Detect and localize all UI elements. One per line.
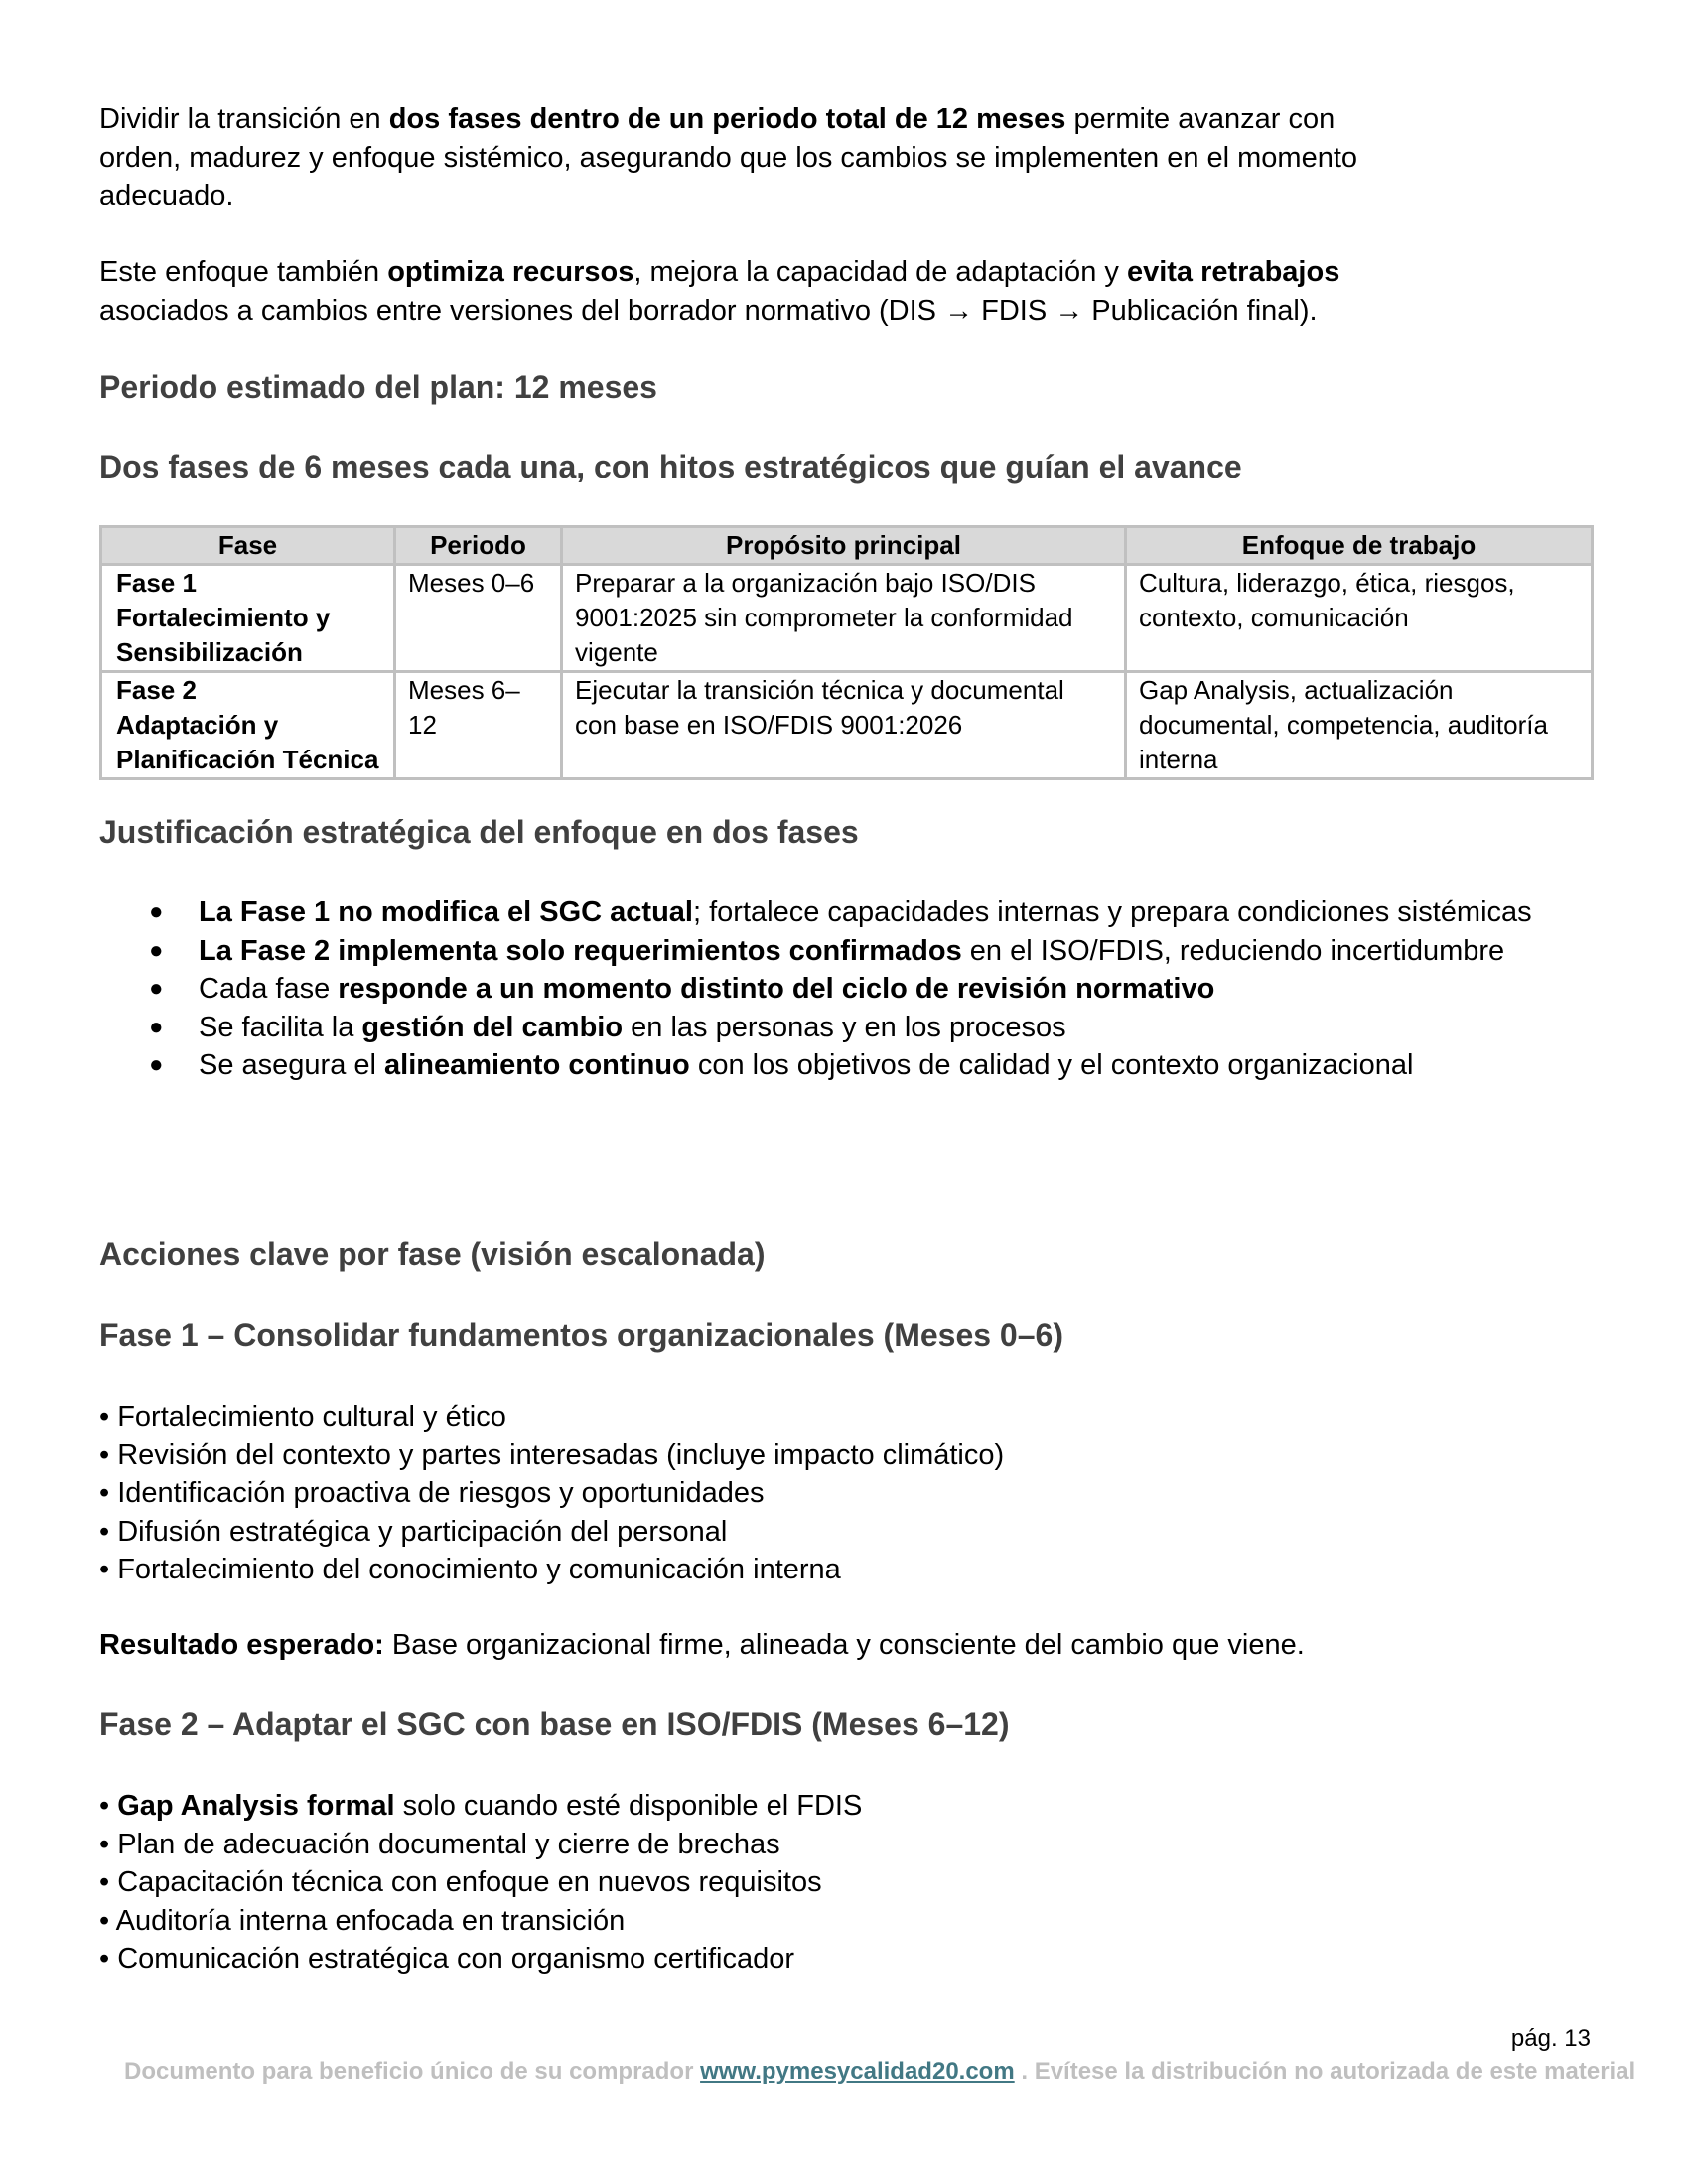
heading-phase1: Fase 1 – Consolidar fundamentos organizacionales (Meses 0–6) bbox=[99, 1317, 1063, 1353]
table-header-row bbox=[101, 527, 1593, 565]
heading-phase2: Fase 2 – Adaptar el SGC con base en ISO/FDIS (Meses 6–12) bbox=[99, 1706, 1010, 1742]
list-item: • Difusión estratégica y participación del personal bbox=[99, 1515, 728, 1548]
bullet-icon: ● bbox=[149, 1051, 164, 1078]
phase2-list-wrapper bbox=[99, 1787, 862, 1979]
text: Se asegura el bbox=[199, 1049, 385, 1081]
table-row bbox=[101, 565, 1593, 672]
text: solo cuando esté disponible el FDIS bbox=[394, 1790, 863, 1822]
text: Se facilita la bbox=[199, 1011, 362, 1043]
footer-note bbox=[124, 2058, 1635, 2086]
bullet-icon: ● bbox=[149, 1013, 164, 1040]
bold-text: optimiza recursos bbox=[387, 256, 634, 288]
cell-periodo: Meses 6–12 bbox=[395, 672, 562, 779]
bullet-icon: ● bbox=[149, 898, 164, 925]
bullet-icon: • bbox=[99, 1904, 116, 1937]
cell-enfoque: Gap Analysis, actualización documental, competencia, auditoría interna bbox=[1126, 672, 1593, 779]
cell-fase bbox=[101, 565, 395, 672]
list-item: • Fortalecimiento del conocimiento y comunicación interna bbox=[99, 1554, 841, 1585]
list-item bbox=[99, 970, 1591, 1009]
bold-text: dos fases dentro de un periodo total de 12 meses bbox=[388, 103, 1066, 135]
page-number: pág. 13 bbox=[1510, 2025, 1591, 2052]
expected-result-label: Resultado esperado: bbox=[99, 1629, 384, 1661]
heading-period: Periodo estimado del plan: 12 meses bbox=[99, 369, 657, 405]
cell-fase bbox=[101, 672, 395, 779]
list-item bbox=[99, 1863, 862, 1902]
expected-result-text: Base organizacional firme, alineada y consciente del cambio que viene. bbox=[383, 1629, 1305, 1661]
bold-text: evita retrabajos bbox=[1126, 256, 1340, 288]
cell-periodo: Meses 0–6 bbox=[395, 565, 562, 672]
bold-text: responde a un momento distinto del ciclo de revisión normativo bbox=[338, 973, 1215, 1005]
text: Cada fase bbox=[199, 973, 339, 1005]
footer-link[interactable]: www.pymesycalidad20.com bbox=[700, 2058, 1015, 2085]
text: Comunicación estratégica con organismo certificador bbox=[117, 1943, 795, 1975]
bullet-icon: • bbox=[99, 1828, 118, 1860]
list-item bbox=[99, 932, 1591, 971]
text: ; fortalece capacidades internas y prepara condiciones sistémicas bbox=[692, 896, 1532, 928]
list-item bbox=[99, 893, 1591, 932]
heading-two-phases: Dos fases de 6 meses cada una, con hitos estratégicos que guían el avance bbox=[99, 449, 1242, 484]
text: en las personas y en los procesos bbox=[623, 1011, 1066, 1043]
phases-table-wrapper bbox=[99, 525, 1594, 780]
heading-key-actions: Acciones clave por fase (visión escalonada) bbox=[99, 1236, 766, 1272]
intro-paragraph-1 bbox=[99, 100, 1357, 215]
justification-list-wrapper bbox=[99, 893, 1591, 1085]
phase1-list-wrapper bbox=[99, 1398, 1004, 1589]
cell-proposito: Ejecutar la transición técnica y documental con base en ISO/FDIS 9001:2026 bbox=[562, 672, 1126, 779]
bold-text: alineamiento continuo bbox=[384, 1049, 690, 1081]
text: Adaptación y bbox=[116, 710, 279, 740]
text: Plan de adecuación documental y cierre de brechas bbox=[117, 1828, 780, 1860]
bullet-icon: • bbox=[99, 1943, 118, 1975]
table-row bbox=[101, 672, 1593, 779]
text: Fase 1 bbox=[116, 568, 197, 598]
text: adecuado. bbox=[99, 180, 234, 211]
intro-paragraph-2 bbox=[99, 253, 1339, 330]
text: Este enfoque también bbox=[99, 256, 388, 288]
col-header-proposito: Propósito principal bbox=[562, 527, 1126, 565]
phase1-list bbox=[99, 1398, 1004, 1589]
text: Sensibilización bbox=[116, 637, 303, 667]
list-item bbox=[99, 1046, 1591, 1085]
text: orden, madurez y enfoque sistémico, asegurando que los cambios se implementen en el momento bbox=[99, 141, 1358, 174]
text: Fortalecimiento y bbox=[116, 603, 331, 632]
bullet-icon: ● bbox=[149, 936, 164, 964]
text: Capacitación técnica con enfoque en nuevos requisitos bbox=[117, 1866, 822, 1898]
list-item bbox=[99, 1826, 862, 1864]
phase2-list bbox=[99, 1787, 862, 1979]
cell-proposito: Preparar a la organización bajo ISO/DIS 9001:2025 sin comprometer la conformidad vigente bbox=[562, 565, 1126, 672]
heading-justification: Justificación estratégica del enfoque en dos fases bbox=[99, 814, 859, 850]
bold-text: Gap Analysis formal bbox=[117, 1790, 395, 1822]
text: asociados a cambios entre versiones del borrador normativo (DIS → FDIS → Publicación final). bbox=[99, 294, 1318, 327]
bullet-icon: ● bbox=[149, 975, 164, 1002]
footer-text: . Evítese la distribución no autorizada de este material bbox=[1014, 2058, 1636, 2085]
list-item: • Revisión del contexto y partes interesadas (incluye impacto climático) bbox=[99, 1438, 1005, 1471]
list-item: • Fortalecimiento cultural y ético bbox=[99, 1401, 506, 1433]
text: Fase 2 bbox=[116, 675, 197, 705]
footer-text: Documento para beneficio único de su comprador bbox=[124, 2058, 701, 2085]
text: Auditoría interna enfocada en transición bbox=[115, 1904, 626, 1937]
list-item bbox=[99, 1787, 862, 1826]
justification-list bbox=[99, 893, 1591, 1085]
bullet-icon: • bbox=[99, 1866, 118, 1898]
bullet-icon: • bbox=[99, 1790, 118, 1822]
bold-text: La Fase 2 implementa solo requerimientos confirmados bbox=[199, 934, 962, 967]
list-item bbox=[99, 1902, 862, 1941]
cell-enfoque: Cultura, liderazgo, ética, riesgos, contexto, comunicación bbox=[1126, 565, 1593, 672]
text: Planificación Técnica bbox=[116, 745, 379, 774]
expected-result bbox=[99, 1626, 1305, 1665]
text: en el ISO/FDIS, reduciendo incertidumbre bbox=[961, 934, 1505, 967]
col-header-periodo: Periodo bbox=[395, 527, 562, 565]
text: , mejora la capacidad de adaptación y bbox=[633, 256, 1127, 288]
col-header-enfoque: Enfoque de trabajo bbox=[1126, 527, 1593, 565]
list-item bbox=[99, 1009, 1591, 1047]
text: permite avanzar con bbox=[1065, 103, 1336, 135]
text: con los objetivos de calidad y el contexto organizacional bbox=[689, 1049, 1414, 1081]
bold-text: gestión del cambio bbox=[361, 1011, 624, 1043]
text: Dividir la transición en bbox=[99, 103, 389, 135]
list-item bbox=[99, 1940, 862, 1979]
phases-table bbox=[99, 525, 1594, 780]
list-item: • Identificación proactiva de riesgos y oportunidades bbox=[99, 1477, 765, 1509]
bold-text: La Fase 1 no modifica el SGC actual bbox=[199, 896, 693, 928]
col-header-fase: Fase bbox=[101, 527, 395, 565]
